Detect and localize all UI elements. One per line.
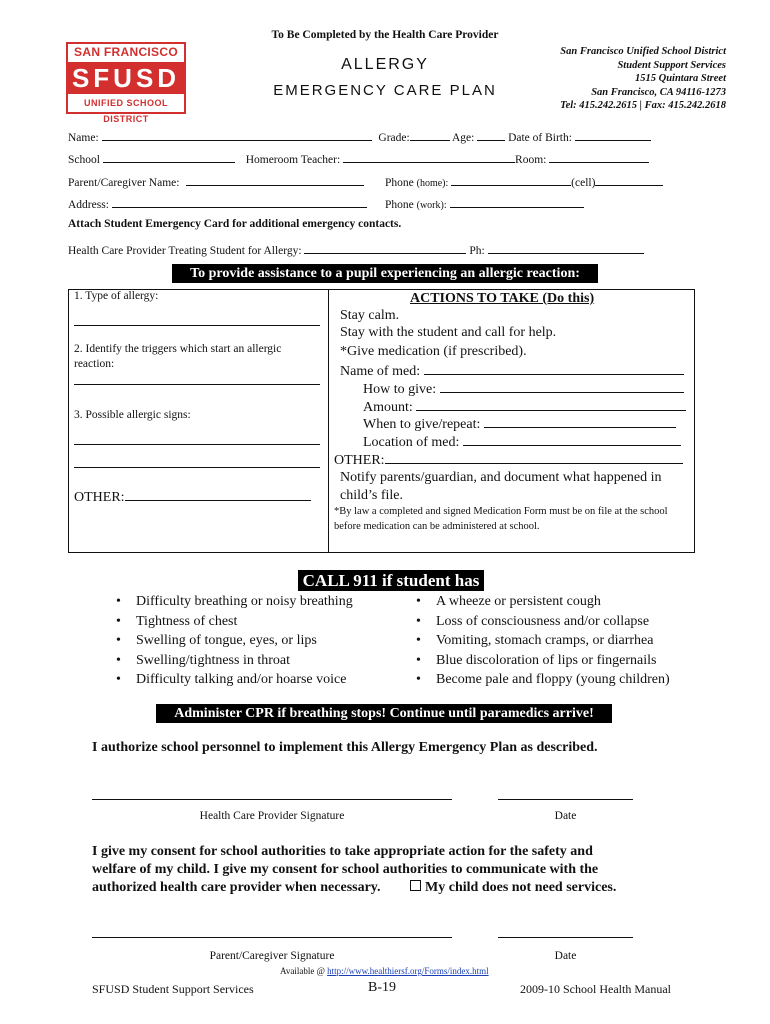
q3-field[interactable] <box>74 467 320 468</box>
cell-phone-field[interactable] <box>595 173 663 186</box>
phone-label: Phone <box>385 199 414 211</box>
logo-mid-text: SFUSD <box>68 62 184 94</box>
address-line: San Francisco Unified School District <box>560 46 726 57</box>
homeroom-field[interactable] <box>343 150 515 163</box>
q1-label: 1. Type of allergy: <box>74 290 159 302</box>
name-med-row <box>340 362 684 380</box>
available-label: Available @ <box>280 966 325 976</box>
phone-label: Phone <box>385 177 414 189</box>
dob-field[interactable] <box>575 128 651 141</box>
q3-label: 3. Possible allergic signs: <box>74 409 191 421</box>
dob-label: Date of Birth: <box>508 132 572 144</box>
list-item: • Difficulty talking and/or hoarse voice <box>110 670 353 690</box>
call-911-banner: CALL 911 if student has <box>298 570 484 591</box>
left-other-field[interactable] <box>125 488 311 501</box>
row-address <box>68 195 367 211</box>
work-phone-field[interactable] <box>450 195 584 208</box>
age-field[interactable] <box>477 128 505 141</box>
no-services-label: My child does not need services. <box>425 880 617 895</box>
when-row <box>363 415 676 433</box>
room-field[interactable] <box>549 150 649 163</box>
left-other-row <box>74 488 311 506</box>
name-label: Name: <box>68 132 99 144</box>
age-label: Age: <box>451 132 475 144</box>
column-divider <box>328 289 329 552</box>
actions-title: ACTIONS TO TAKE (Do this) <box>410 291 595 306</box>
q1-field[interactable] <box>74 325 320 326</box>
address-line: 1515 Quintara Street <box>634 73 726 84</box>
work-label: (work): <box>416 200 447 211</box>
row-phone-work <box>385 195 584 211</box>
provider-field[interactable] <box>304 241 466 254</box>
address-line: San Francisco, CA 94116-1273 <box>591 86 726 98</box>
when-label: When to give/repeat: <box>363 417 481 432</box>
name-field[interactable] <box>102 128 372 141</box>
consent-line-3 <box>92 879 616 897</box>
how-row <box>363 380 684 398</box>
list-item: • Tightness of chest <box>110 612 353 632</box>
q3-field[interactable] <box>74 444 320 445</box>
cell-label: (cell) <box>571 177 596 189</box>
name-med-field[interactable] <box>424 362 684 375</box>
consent-line: I give my consent for school authorities to take appropriate action for the safety and <box>92 844 593 859</box>
address-field[interactable] <box>112 195 367 208</box>
school-field[interactable] <box>103 150 235 163</box>
address-label: Address: <box>68 199 109 211</box>
list-item: • Difficulty breathing or noisy breathing <box>110 592 353 612</box>
logo-top-text: SAN FRANCISCO <box>74 45 178 59</box>
provider-date-label: Date <box>554 810 577 822</box>
provider-phone-field[interactable] <box>488 241 644 254</box>
q2-label: 2. Identify the triggers which start an allergic reaction: <box>74 343 282 370</box>
action-give-med: *Give medication (if prescribed). <box>340 344 527 359</box>
consent-statement <box>92 843 616 897</box>
law-note: *By law a completed and signed Medication Form must be on file at the school before medication can be administered at school. <box>334 506 668 532</box>
title-line-2: EMERGENCY CARE PLAN <box>273 82 497 99</box>
provider-signature-line[interactable] <box>92 799 452 800</box>
parent-signature-label: Parent/Caregiver Signature <box>209 950 335 962</box>
provider-signature-label: Health Care Provider Signature <box>199 810 345 822</box>
room-label: Room: <box>515 154 547 166</box>
location-label: Location of med: <box>363 435 460 450</box>
available-note <box>280 966 489 976</box>
how-label: How to give: <box>363 382 437 397</box>
action-notify: Notify parents/guardian, and document what happened in child’s file. <box>340 470 662 503</box>
action-other-label: OTHER: <box>334 453 385 468</box>
grade-field[interactable] <box>410 128 450 141</box>
left-other-label: OTHER: <box>74 490 125 505</box>
action-other-field[interactable] <box>385 451 683 464</box>
district-address <box>560 45 726 113</box>
list-item: • Loss of consciousness and/or collapse <box>410 612 670 632</box>
consent-line: authorized health care provider when necessary. <box>92 880 381 895</box>
how-field[interactable] <box>440 380 684 393</box>
parent-label: Parent/Caregiver Name: <box>68 177 180 189</box>
row-provider <box>68 241 644 257</box>
footer-right: 2009-10 School Health Manual <box>520 982 671 996</box>
parent-signature-line[interactable] <box>92 937 452 938</box>
action-stay-with: Stay with the student and call for help. <box>340 325 557 340</box>
symptoms-left-list <box>110 592 353 690</box>
provider-date-line[interactable] <box>498 799 633 800</box>
list-item: • Vomiting, stomach cramps, or diarrhea <box>410 631 670 651</box>
logo-bottom-text: UNIFIED SCHOOL DISTRICT <box>83 98 168 124</box>
home-label: (home): <box>416 178 449 189</box>
ph-label: Ph: <box>469 245 485 257</box>
footer-left: SFUSD Student Support Services <box>92 982 254 996</box>
no-services-option[interactable] <box>410 880 616 895</box>
parent-field[interactable] <box>186 173 364 186</box>
row-parent <box>68 173 364 189</box>
address-line: Tel: 415.242.2615 | Fax: 415.242.2618 <box>560 100 726 111</box>
title-line-1: ALLERGY <box>341 56 429 73</box>
completed-by-note: To Be Completed by the Health Care Provider <box>271 29 499 41</box>
list-item: • Swelling of tongue, eyes, or lips <box>110 631 353 651</box>
row-name <box>68 128 651 144</box>
q2-field[interactable] <box>74 384 320 385</box>
row-phone-home <box>385 173 663 189</box>
consent-line: welfare of my child. I give my consent for school authorities to communicate with the <box>92 862 599 877</box>
assist-banner: To provide assistance to a pupil experiencing an allergic reaction: <box>172 264 598 283</box>
homeroom-label: Homeroom Teacher: <box>245 154 341 166</box>
amount-row <box>363 398 686 416</box>
location-row <box>363 433 681 451</box>
forms-link[interactable]: http://www.healthiersf.org/Forms/index.html <box>327 966 489 976</box>
school-label: School <box>68 154 100 166</box>
list-item: • A wheeze or persistent cough <box>410 592 670 612</box>
provider-label: Health Care Provider Treating Student for Allergy: <box>68 245 302 257</box>
amount-field[interactable] <box>416 398 686 411</box>
action-stay-calm: Stay calm. <box>340 308 400 323</box>
parent-date-label: Date <box>554 950 577 962</box>
address-line: Student Support Services <box>617 59 726 71</box>
cpr-banner: Administer CPR if breathing stops! Continue until paramedics arrive! <box>156 704 612 723</box>
attach-note: Attach Student Emergency Card for additional emergency contacts. <box>68 218 402 230</box>
list-item: • Blue discoloration of lips or fingernails <box>410 651 670 671</box>
amount-label: Amount: <box>363 400 413 415</box>
location-field[interactable] <box>463 433 681 446</box>
symptoms-right-list <box>410 592 670 690</box>
checkbox-icon[interactable] <box>410 880 421 891</box>
parent-date-line[interactable] <box>498 937 633 938</box>
page-number: B-19 <box>368 980 396 995</box>
action-other-row <box>334 451 683 469</box>
name-med-label: Name of med: <box>340 364 421 379</box>
home-phone-field[interactable] <box>451 173 571 186</box>
sfusd-logo <box>66 42 186 124</box>
row-school <box>68 150 649 166</box>
grade-label: Grade: <box>378 132 410 144</box>
list-item: • Swelling/tightness in throat <box>110 651 353 671</box>
list-item: • Become pale and floppy (young children) <box>410 670 670 690</box>
when-field[interactable] <box>484 415 676 428</box>
authorize-statement: I authorize school personnel to implement this Allergy Emergency Plan as described. <box>92 740 598 755</box>
